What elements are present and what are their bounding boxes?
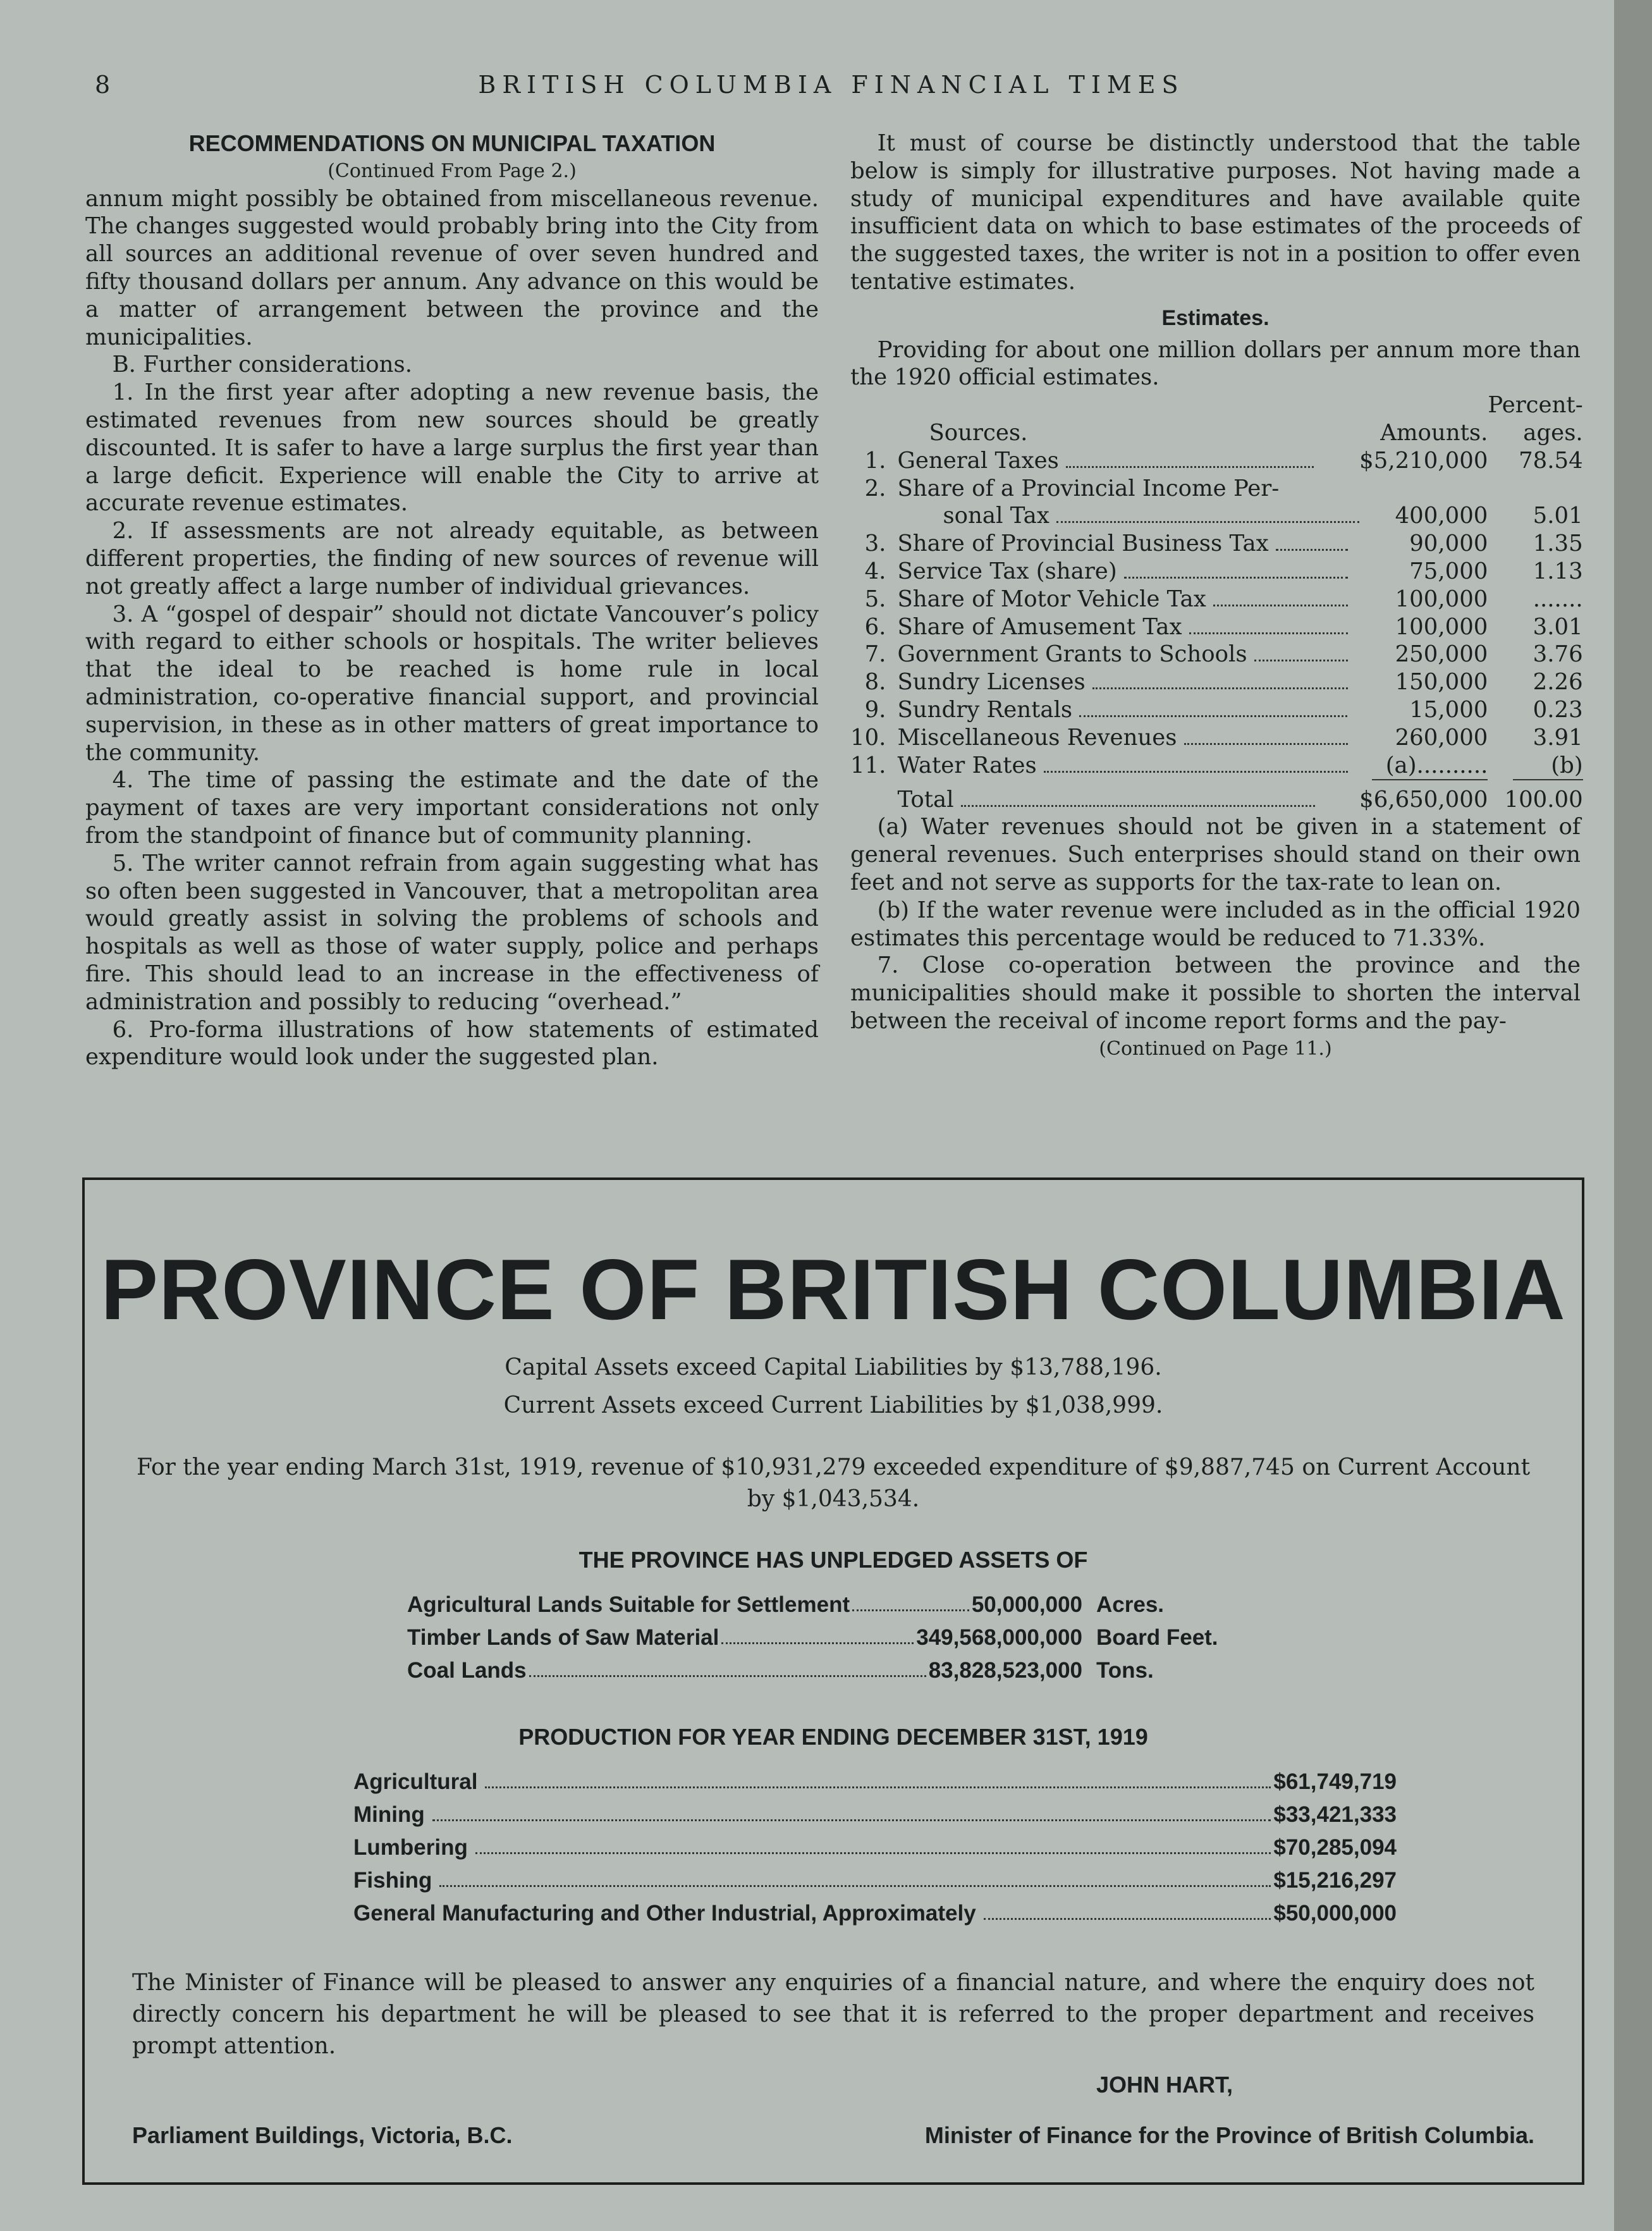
production-label: Mining xyxy=(353,1802,425,1827)
paragraph: B. Further considerations. xyxy=(112,352,413,378)
row-source xyxy=(897,447,1359,475)
production-row xyxy=(353,1795,1397,1828)
row-source xyxy=(897,724,1359,752)
paragraph: It must of course be distinctly understood that the table below is simply for illustrative purposes. Not having made a study of municipal expenditures and have available quite insufficient data on which to base estimates of the proceeds of the suggested taxes, the writer is not in a position to offer even tentative estimates. xyxy=(850,130,1581,295)
article-right-column xyxy=(850,130,1581,1063)
leader-dots xyxy=(1124,577,1348,579)
row-source-label: sonal Tax xyxy=(943,503,1049,529)
production-row xyxy=(353,1860,1397,1893)
row-percent: 0.23 xyxy=(1533,696,1583,723)
page-number: 8 xyxy=(95,71,111,99)
production-row xyxy=(353,1762,1397,1795)
estimate-row xyxy=(850,668,1583,696)
asset-unit: Acres. xyxy=(1096,1592,1165,1617)
row-percent: 3.01 xyxy=(1533,613,1583,640)
header-amounts: Amounts. xyxy=(1380,419,1488,446)
row-source xyxy=(897,668,1359,696)
row-number: 11. xyxy=(850,752,886,778)
asset-row xyxy=(407,1650,1261,1683)
row-source xyxy=(897,475,1359,503)
production-value: $33,421,333 xyxy=(1273,1802,1397,1827)
row-percent: 3.91 xyxy=(1533,724,1583,751)
row-number: 1. xyxy=(864,447,886,474)
row-amount: (a).......... xyxy=(1385,752,1488,778)
header-percent: Percent- xyxy=(1488,392,1583,419)
asset-value: 83,828,523,000 xyxy=(928,1658,1082,1683)
row-amount: 260,000 xyxy=(1395,724,1488,751)
row-source-label: Share of Provincial Business Tax xyxy=(897,531,1269,557)
row-percent: 5.01 xyxy=(1533,503,1583,529)
leader-dots xyxy=(1254,660,1348,661)
production-row xyxy=(353,1893,1397,1926)
estimates-table xyxy=(850,391,1583,813)
paragraph: Providing for about one million dollars per annum more than the 1920 official estimates. xyxy=(850,336,1581,391)
row-amount: 90,000 xyxy=(1409,531,1488,557)
leader-dots xyxy=(1092,687,1348,689)
row-number: 5. xyxy=(864,586,886,612)
estimate-row xyxy=(850,558,1583,586)
minister-note: The Minister of Finance will be pleased to answer any enquiries of a financial nature, and where the enquiry does not directly concern his department he will be pleased to see that it is referred to the proper department and receives prompt attention. xyxy=(132,1970,1534,2059)
asset-label: Agricultural Lands Suitable for Settlement xyxy=(407,1592,850,1617)
leader-dots xyxy=(1044,771,1348,773)
row-amount: 15,000 xyxy=(1409,696,1488,723)
row-amount: 100,000 xyxy=(1395,586,1488,612)
production-table xyxy=(353,1762,1397,1926)
row-source-label: Sundry Licenses xyxy=(897,669,1086,696)
masthead: BRITISH COLUMBIA FINANCIAL TIMES xyxy=(478,71,1185,99)
paragraph: 5. The writer cannot refrain from again suggesting what has so often been suggested in Vancouver, that a metropolitan area would greatly assist in solving the problems of schools and hospitals as well as those of water supply, police and perhaps fire. This should lead to an increase in the effectiveness of administration and possibly to reducing “overhead.” xyxy=(85,850,819,1015)
row-amount: 250,000 xyxy=(1395,641,1488,668)
production-value: $70,285,094 xyxy=(1273,1835,1397,1860)
row-number: 10. xyxy=(850,724,886,751)
continued-note: (Continued on Page 11.) xyxy=(1099,1037,1332,1060)
row-source xyxy=(897,530,1359,558)
row-percent: 1.35 xyxy=(1533,531,1583,557)
article-left-column xyxy=(85,130,819,1071)
paragraph: 3. A “gospel of despair” should not dictate Vancouver’s policy with regard to either schools or hospitals. The writer believes that the ideal to be reached is home rule in local administration, co-operative financial support, and provincial supervision, in these as in other matters of great importance to the community. xyxy=(85,601,819,766)
header-sources: Sources. xyxy=(929,419,1028,446)
row-source-label: Sundry Rentals xyxy=(897,696,1073,723)
asset-value: 349,568,000,000 xyxy=(916,1625,1082,1650)
paragraph: 2. If assessments are not already equitable, as between different properties, the finding of new sources of revenue will not greatly affect a large number of individual grievances. xyxy=(85,518,819,599)
estimate-row xyxy=(850,724,1583,752)
production-label: Agricultural xyxy=(353,1769,478,1794)
row-number: 8. xyxy=(864,669,886,696)
current-assets-line: Current Assets exceed Current Liabilities by $1,038,999. xyxy=(503,1392,1163,1418)
row-source-label: Miscellaneous Revenues xyxy=(897,724,1177,751)
leader-dots xyxy=(1066,466,1314,468)
asset-unit: Tons. xyxy=(1096,1658,1154,1683)
row-number: 2. xyxy=(864,475,886,501)
address: Parliament Buildings, Victoria, B.C. xyxy=(132,2122,513,2148)
estimate-row xyxy=(850,475,1583,503)
article-subtitle: (Continued From Page 2.) xyxy=(327,159,577,182)
production-heading: PRODUCTION FOR YEAR ENDING DECEMBER 31ST, 1919 xyxy=(518,1724,1148,1750)
assets-table xyxy=(407,1585,1261,1683)
estimate-row xyxy=(850,530,1583,558)
row-source-label: Share of Amusement Tax xyxy=(897,613,1182,640)
production-label: Lumbering xyxy=(353,1835,468,1860)
signatory-title: Minister of Finance for the Province of British Columbia. xyxy=(924,2122,1534,2148)
row-number: 6. xyxy=(864,613,886,640)
row-source-label: Government Grants to Schools xyxy=(897,641,1247,668)
leader-dots xyxy=(1276,549,1348,551)
total-amount: $6,650,000 xyxy=(1359,786,1488,813)
row-source-label: Water Rates xyxy=(897,752,1037,778)
row-percent: 3.76 xyxy=(1533,641,1583,668)
province-advertisement xyxy=(82,1177,1584,2185)
row-amount: 400,000 xyxy=(1395,503,1488,529)
row-amount: 75,000 xyxy=(1409,558,1488,584)
row-source-label: General Taxes xyxy=(897,447,1059,474)
paragraph: annum might possibly be obtained from miscellaneous revenue. The changes suggested would probably bring into the City from all sources an additional revenue of over seven hundred and fifty thousand dollars per annum. Any advance on this would be a matter of arrangement between the province and the municipalities. xyxy=(85,185,819,350)
row-number xyxy=(850,502,897,530)
paragraph: 6. Pro-forma illustrations of how statements of estimated expenditure would look under the suggested plan. xyxy=(85,1016,819,1071)
asset-label: Timber Lands of Saw Material xyxy=(407,1625,719,1650)
row-number: 7. xyxy=(864,641,886,668)
row-source xyxy=(897,752,1359,780)
row-amount: $5,210,000 xyxy=(1359,447,1488,474)
row-source xyxy=(897,613,1359,641)
row-number: 4. xyxy=(864,558,886,584)
row-source xyxy=(897,586,1359,613)
row-source xyxy=(897,502,1359,530)
estimates-heading: Estimates. xyxy=(1161,305,1270,330)
row-number: 3. xyxy=(864,531,886,557)
point-7: 7. Close co-operation between the province and the municipalities should make it possible to shorten the interval between the receival of income report forms and the pay- xyxy=(850,952,1581,1034)
page-header xyxy=(82,71,1581,109)
article-title: RECOMMENDATIONS ON MUNICIPAL TAXATION xyxy=(188,130,716,156)
paragraph: 4. The time of passing the estimate and the date of the payment of taxes are very important considerations not only from the standpoint of finance but of community planning. xyxy=(85,767,819,849)
row-percent: 1.13 xyxy=(1533,558,1583,584)
leader-dots xyxy=(1184,743,1348,745)
paragraph: 1. In the first year after adopting a new revenue basis, the estimated revenues from new sources should be greatly discounted. It is safer to have a large surplus the first year than a large deficit. Experience will enable the City to arrive at accurate revenue estimates. xyxy=(85,379,819,517)
row-source xyxy=(897,641,1359,668)
row-amount: 100,000 xyxy=(1395,613,1488,640)
capital-assets-line: Capital Assets exceed Capital Liabilities by $13,788,196. xyxy=(505,1355,1162,1380)
row-source-label: Share of Motor Vehicle Tax xyxy=(897,586,1206,612)
leader-dots xyxy=(1079,715,1347,717)
ad-title: PROVINCE OF BRITISH COLUMBIA xyxy=(101,1241,1566,1337)
estimate-row xyxy=(850,696,1583,724)
row-percent: ....... xyxy=(1533,586,1583,612)
row-source-label: Service Tax (share) xyxy=(897,558,1117,584)
asset-label: Coal Lands xyxy=(407,1658,527,1683)
signatory-name: JOHN HART, xyxy=(1096,2072,1233,2098)
total-row xyxy=(897,780,1359,813)
leader-dots xyxy=(1056,521,1359,523)
production-label: General Manufacturing and Other Industrial, Approximately xyxy=(353,1901,976,1926)
row-percent: 2.26 xyxy=(1533,669,1583,696)
production-label: Fishing xyxy=(353,1868,432,1893)
assets-heading: THE PROVINCE HAS UNPLEDGED ASSETS OF xyxy=(578,1547,1088,1573)
estimate-row xyxy=(850,613,1583,641)
note-a: (a) Water revenues should not be given in a statement of general revenues. Such enterprises should stand on their own feet and not serve as supports for the tax-rate to lean on. xyxy=(850,814,1581,895)
leader-dots xyxy=(1189,632,1348,634)
estimate-row xyxy=(850,586,1583,613)
revenue-statement: For the year ending March 31st, 1919, revenue of $10,931,279 exceeded expenditure of $9,887,745 on Current Account by $1,043,534. xyxy=(136,1454,1531,1512)
estimate-row xyxy=(850,447,1583,475)
row-percent: (b) xyxy=(1551,752,1583,778)
header-percent-2: ages. xyxy=(1523,419,1583,446)
row-number: 9. xyxy=(864,696,886,723)
row-amount: 150,000 xyxy=(1395,669,1488,696)
production-row xyxy=(353,1828,1397,1860)
total-label: Total xyxy=(897,786,954,813)
row-source xyxy=(897,558,1359,586)
note-b: (b) If the water revenue were included as in the official 1920 estimates this percentage would be reduced to 71.33%. xyxy=(850,897,1581,951)
total-percent: 100.00 xyxy=(1504,786,1583,813)
asset-unit: Board Feet. xyxy=(1096,1625,1218,1650)
production-value: $61,749,719 xyxy=(1273,1769,1397,1794)
row-percent xyxy=(1488,475,1582,503)
page-edge xyxy=(1614,0,1652,2231)
estimate-row xyxy=(850,502,1583,530)
estimate-row xyxy=(850,752,1583,780)
asset-row xyxy=(407,1618,1261,1650)
asset-row xyxy=(407,1585,1261,1618)
estimate-row xyxy=(850,641,1583,668)
production-value: $15,216,297 xyxy=(1273,1868,1397,1893)
leader-dots xyxy=(1213,605,1348,606)
row-amount xyxy=(1359,475,1488,503)
asset-value: 50,000,000 xyxy=(971,1592,1082,1617)
row-source-label: Share of a Provincial Income Per- xyxy=(897,475,1280,501)
row-percent: 78.54 xyxy=(1519,447,1583,474)
production-value: $50,000,000 xyxy=(1273,1901,1397,1926)
row-source xyxy=(897,696,1359,724)
